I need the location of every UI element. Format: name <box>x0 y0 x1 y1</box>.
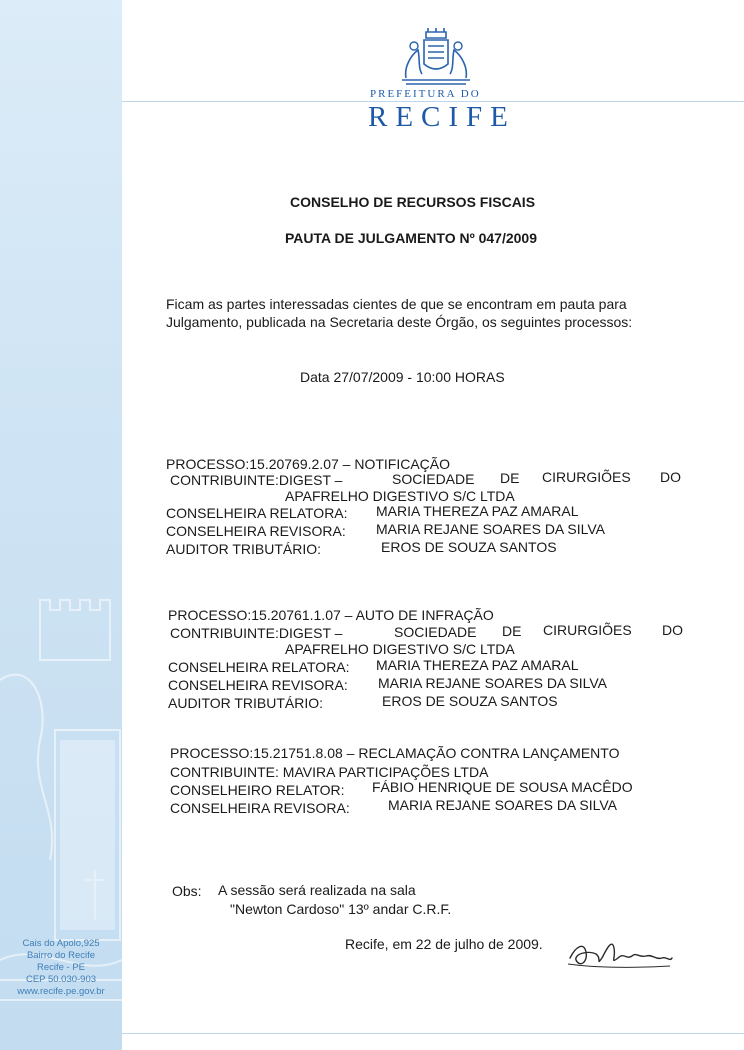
role-label: CONSELHEIRA RELATORA: <box>168 659 350 675</box>
contribuinte-word: CIRURGIÕES <box>542 469 631 485</box>
contribuinte-word: SOCIEDADE <box>394 624 477 640</box>
contribuinte-word: DE <box>500 470 520 486</box>
role-label: CONSELHEIRA REVISORA: <box>166 523 346 539</box>
process-number: PROCESSO:15.21751.8.08 – RECLAMAÇÃO CONTRA LANÇAMENTO <box>170 745 620 761</box>
sidebar-band <box>0 0 122 1050</box>
contribuinte-label: CONTRIBUINTE:DIGEST – <box>170 472 343 488</box>
contribuinte-label: CONTRIBUINTE:DIGEST – <box>170 625 343 641</box>
role-value: MARIA THEREZA PAZ AMARAL <box>376 657 579 673</box>
process-number: PROCESSO:15.20761.1.07 – AUTO DE INFRAÇÃO <box>168 607 494 623</box>
session-date: Data 27/07/2009 - 10:00 HORAS <box>300 369 505 385</box>
role-label: CONSELHEIRA REVISORA: <box>168 677 348 693</box>
intro-text: Ficam as partes interessadas cientes de que se encontram em pauta para <box>166 296 627 312</box>
brand-title: RECIFE <box>368 101 516 133</box>
role-value: EROS DE SOUZA SANTOS <box>381 539 557 555</box>
role-value: FÁBIO HENRIQUE DE SOUSA MACÊDO <box>372 779 633 795</box>
role-label: AUDITOR TRIBUTÁRIO: <box>168 695 324 711</box>
role-label: CONSELHEIRA REVISORA: <box>170 800 350 816</box>
role-value: EROS DE SOUZA SANTOS <box>382 693 558 709</box>
contribuinte-word: DO <box>660 469 681 485</box>
obs-label: Obs: <box>172 883 202 899</box>
role-label: AUDITOR TRIBUTÁRIO: <box>166 541 322 557</box>
address-line: Bairro do Recife <box>26 950 96 961</box>
role-value: MARIA REJANE SOARES DA SILVA <box>378 675 607 691</box>
address-line: www.recife.pe.gov.br <box>17 986 105 997</box>
obs-room: "Newton Cardoso" 13º andar C.R.F. <box>230 901 452 917</box>
intro-text: Julgamento, publicada na Secretaria deste Órgão, os seguintes processos: <box>166 314 633 330</box>
address-line: Recife - PE <box>36 962 86 973</box>
address-line: Cais do Apolo,925 <box>22 938 100 949</box>
contribuinte-word: SOCIEDADE <box>392 471 475 487</box>
document-subtitle: PAUTA DE JULGAMENTO Nº 047/2009 <box>285 230 537 246</box>
place-and-date: Recife, em 22 de julho de 2009. <box>345 936 543 952</box>
role-label: CONSELHEIRA RELATORA: <box>166 505 348 521</box>
address-line: CEP 50.030-903 <box>25 974 97 985</box>
contribuinte-word: DE <box>502 623 522 639</box>
contribuinte-word: CIRURGIÕES <box>543 622 632 638</box>
footer-divider <box>122 1033 744 1034</box>
obs-text: A sessão será realizada na sala <box>218 882 416 898</box>
brand-subtitle: PREFEITURA DO <box>370 88 481 100</box>
role-value: MARIA THEREZA PAZ AMARAL <box>376 503 579 519</box>
coat-of-arms-icon <box>398 28 474 86</box>
document-title: CONSELHO DE RECURSOS FISCAIS <box>290 194 536 210</box>
contribuinte-line: CONTRIBUINTE: MAVIRA PARTICIPAÇÕES LTDA <box>170 764 489 780</box>
signature-icon <box>566 928 676 974</box>
role-value: MARIA REJANE SOARES DA SILVA <box>388 797 617 813</box>
role-label: CONSELHEIRO RELATOR: <box>170 782 345 798</box>
process-number: PROCESSO:15.20769.2.07 – NOTIFICAÇÃO <box>166 456 451 472</box>
address-block <box>0 938 122 998</box>
contribuinte-continuation: APAFRELHO DIGESTIVO S/C LTDA <box>285 488 515 504</box>
contribuinte-word: DO <box>662 622 683 638</box>
role-value: MARIA REJANE SOARES DA SILVA <box>376 521 605 537</box>
contribuinte-continuation: APAFRELHO DIGESTIVO S/C LTDA <box>285 641 515 657</box>
